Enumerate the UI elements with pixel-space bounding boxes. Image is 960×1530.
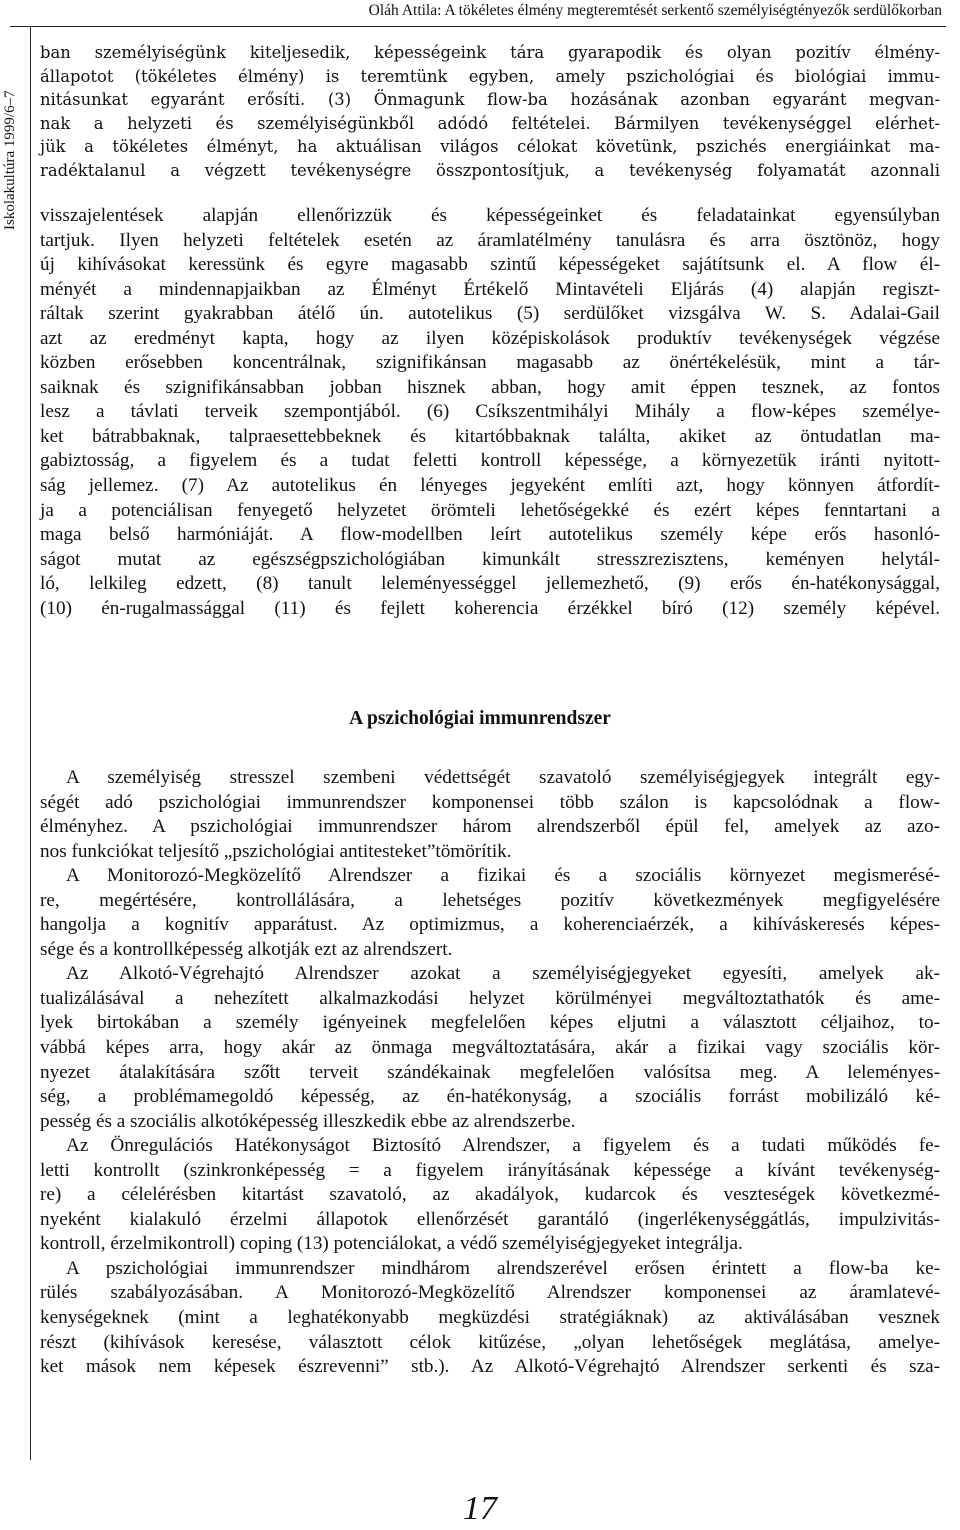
paragraph [40,766,940,864]
text-line: re) a célelérésben kitartást szavatoló, az akadályok, kudarcok és veszteségek következmé- [40,1184,940,1206]
text-line: A pszichológiai immunrendszer mindhárom alrendszerével erősen érintett a flow-ba ke- [66,1257,940,1279]
text-line: tualizálásával a nehezített alkalmazkodási helyzet körülményei megváltoztathatók és ame- [40,987,940,1009]
margin-rule [30,26,31,1460]
text-line: maga belső harmóniáját. A flow-modellben leírt autotelikus személy képe erős hasonló- [40,524,940,546]
body-top-block [40,41,940,183]
text-line: élményhez. A pszichológiai immunrendszer három alrendszerből épül fel, amelyek az azo- [40,816,940,838]
text-line: Az Önregulációs Hatékonyságot Biztosító Alrendszer, a figyelem és a tudati működés fe- [66,1135,940,1157]
text-line: állapotot (tökéletes élmény) is teremtünk egyben, amely pszichológiai és biológiai immu- [40,66,940,86]
text-line: vábbá képes arra, hogy akár az önmaga megváltoztatására, akár a fizikai vagy szociális kör- [40,1037,940,1059]
text-line: ráltak szerint gyakrabban átélő ún. autotelikus (5) serdülőket vizsgálva W. S. Adalai-Gail [40,303,940,325]
section-body [40,766,940,1380]
text-line: kontroll, érzelmikontroll) coping (13) potenciálokat, a védő személyiségjegyeket integrálja. [40,1233,743,1255]
text-line: ket bátrabbaknak, talpraesettebbeknek és kitartóbbaknak találta, akiket az öntudatlan ma- [40,425,940,447]
text-line: visszajelentések alapján ellenőrizzük és képességeinket és feladatainkat egyensúlyban [40,205,940,226]
text-line: nak a helyzeti és személyiségünkből adódó feltételei. Bármilyen tevékenységgel elérhet- [40,113,940,133]
text-line: rülés szabályozásában. A Monitorozó-Megközelítő Alrendszer komponensei az áramlatevé- [40,1282,940,1304]
text-line: pesség és a szociális alkotóképesség illeszkedik ebbe az alrendszerbe. [40,1110,576,1132]
text-line: A Monitorozó-Megközelítő Alrendszer a fizikai és a szociális környezet megismerésé- [66,865,940,887]
body-continuation-block [40,204,940,621]
text-line: ségét adó pszichológiai immunrendszer komponensei több szálon is kapcsolódnak a flow- [40,791,940,813]
text-line: sége és a kontrollképesség alkotják ezt az alrendszert. [40,938,453,960]
section-heading: A pszichológiai immunrendszer [349,708,611,729]
running-head: Oláh Attila: A tökéletes élmény megteremtését serkentő személyiségtényezők serdülőkorban [368,2,942,19]
journal-side-label: Iskolakultúra 1999/6–7 [2,90,18,230]
paragraph [40,1134,940,1257]
text-line: új kihívásokat keressünk és egyre magasabb szintű képességeket sajátítsunk el. A flow él- [40,254,940,276]
paragraph [40,1257,940,1380]
text-line: ló, lelkileg edzett, (8) tanult leleményességgel jellemezhető, (9) erős én-hatékonysággal, [40,573,940,595]
text-line: ség, a problémamegoldó képesség, az én-hatékonyság, a szociális forrást mobilizáló ké- [40,1086,940,1108]
text-line: nyezet átalakítására sző̋tt terveit szándékainak megfelelően valósítsa meg. A leleményes- [40,1061,940,1083]
text-line: (10) én-rugalmassággal (11) és fejlett koherencia érzékkel bíró (12) személy képével. [40,597,940,619]
text-line: ményét a mindennapjaikban az Élményt Értékelő Mintavételi Eljárás (4) alapján regiszt- [40,278,940,300]
text-line: lyek birtokában a személy igényeinek megfelelően képes eljutni a választott céljaihoz, to- [40,1012,940,1034]
text-line: lesz a távlati terveik szempontjából. (6) Csíkszentmihályi Mihály a flow-képes személye- [40,401,940,423]
paragraph [40,864,940,962]
paragraph [40,962,940,1134]
text-line: kenységeknek (mint a leghatékonyabb megküzdési stratégiáknak) az aktiválásában vesznek [40,1307,940,1329]
text-line: részt (kihívások keresése, választott célok kitűzése, „olyan lehetőségek meglátása, amelye- [40,1331,940,1353]
text-line: nitásunkat egyaránt erősíti. (3) Önmagunk flow-ba hozásának azonban egyaránt megvan- [40,90,940,110]
text-line: nyeként kialakuló érzelmi állapotok ellenőrzését garantáló (ingerlékenységgátlás, impulzivitás- [40,1208,940,1230]
header-rule [10,26,946,27]
text-line: hangolja a kognitív apparátust. Az optimizmus, a koherenciaérzék, a kihíváskeresés képes- [40,914,940,936]
text-line: gabiztosság, a figyelem és a tudat feletti kontroll képessége, a környezetük iránti nyitott- [40,450,940,472]
text-line: ket mások nem képesek észrevenni” stb.). Az Alkotó-Végrehajtó Alrendszer serkenti és sza- [40,1356,940,1378]
text-line: közben erősebben koncentrálnak, szignifikánsan magasabb az önértékelésük, mint a tár- [40,352,940,374]
text-line: ság jellemez. (7) Az autotelikus én lényeges jegyeként említi azt, hogy könnyen átfordít- [40,475,940,497]
text-line: ban személyiségünk kiteljesedik, képességeink tára gyarapodik és olyan pozitív élmény- [40,43,940,62]
text-line: A személyiség stresszel szembeni védettségét szavatoló személyiségjegyek integrált egy- [66,767,940,788]
text-line: ja a potenciálisan fenyegető helyzetet örömteli lehetőségekké és ezért képes fenntartani a [40,499,940,521]
text-line: azt az eredményt kapta, hogy az ilyen középiskolások produktív tevékenységek végzése [40,327,940,349]
page-number: 17 [463,1490,497,1527]
text-line: ságot mutat az egészségpszichológiában kimunkált stresszrezisztens, keményen helytál- [40,548,940,570]
text-line: radéktalanul a végzett tevékenységre összpontosítjuk, a tevékenység folyamatát azonnali [40,160,940,180]
text-line: letti kontrollt (szinkronképesség = a figyelem irányításának képessége a kívánt tevékenység- [40,1159,940,1181]
text-line: Az Alkotó-Végrehajtó Alrendszer azokat a személyiségjegyeket egyesíti, amelyek ak- [66,963,940,985]
text-line: nos funkciókat teljesítő „pszichológiai antitesteket”tömörítik. [40,840,512,862]
text-line: re, megértésére, kontrollálására, a lehetséges pozitív következmények megfigyelésére [40,889,940,911]
text-line: jük a tökéletes élményt, ha aktuálisan világos célokat követünk, pszichés energiáinkat ma- [40,137,940,157]
text-line: tartjuk. Ilyen helyzeti feltételek esetén az áramlatélmény tanulásra és arra ösztönöz, hogy [40,229,940,251]
text-line: saiknak és szignifikánsabban jobban hisznek abban, hogy amit éppen tesznek, az fontos [40,376,940,398]
